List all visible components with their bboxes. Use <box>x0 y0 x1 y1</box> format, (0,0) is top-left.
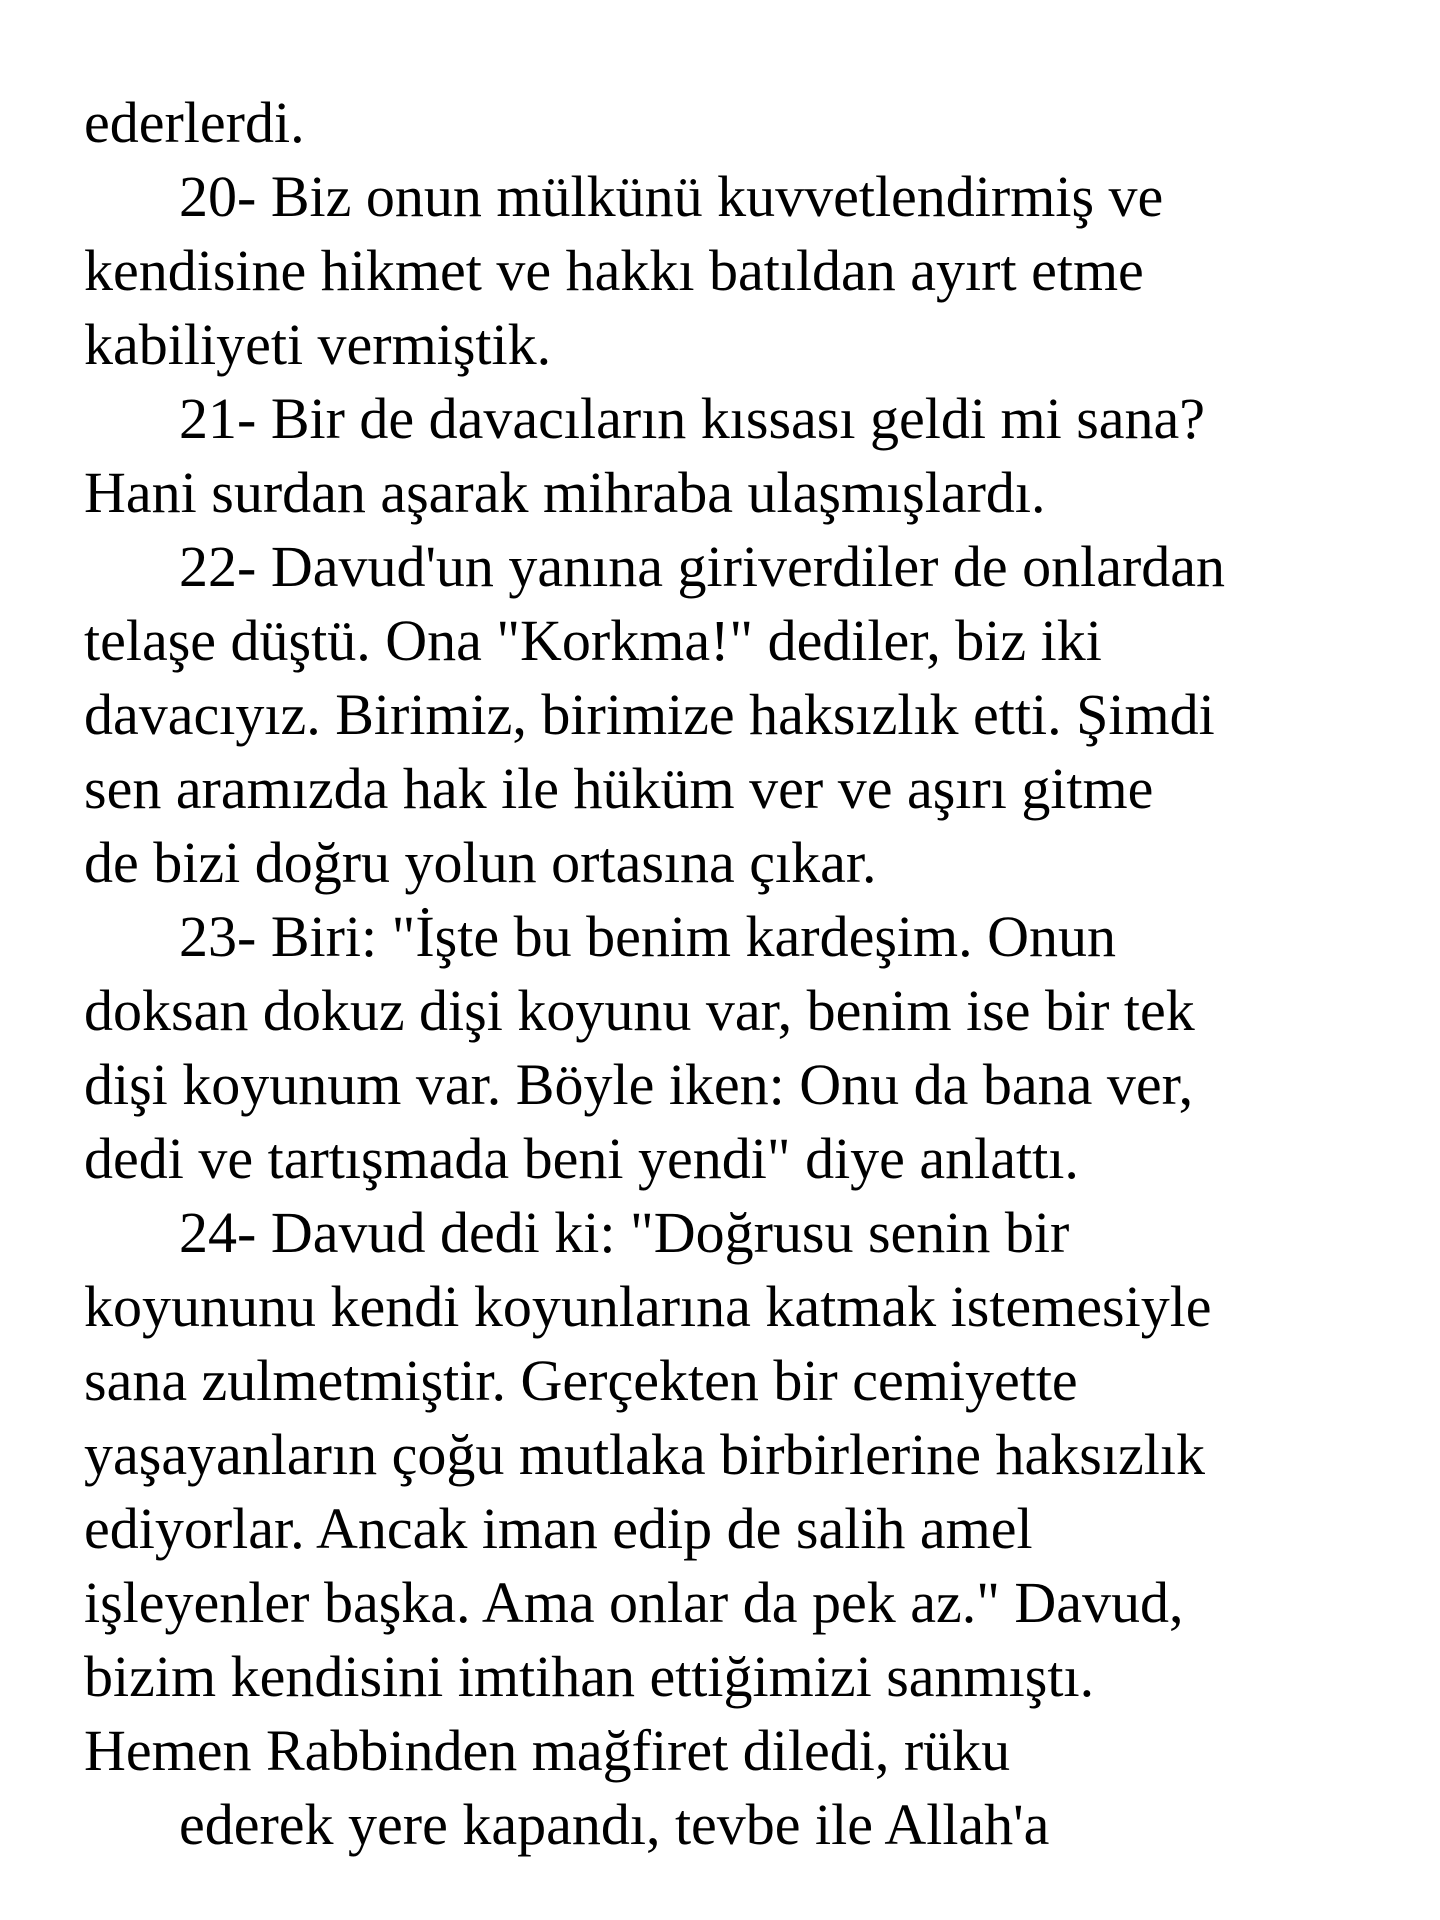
text-line: bizim kendisini imtihan ettiğimizi sanmıştı. <box>84 1644 1095 1709</box>
verse-20-start: 20- Biz onun mülkünü kuvvetlendirmiş ve <box>179 164 1164 229</box>
text-line: dedi ve tartışmada beni yendi" diye anlattı. <box>84 1126 1079 1191</box>
text-line: yaşayanların çoğu mutlaka birbirlerine haksızlık <box>84 1422 1205 1487</box>
document-page <box>84 86 1384 1862</box>
text-line: de bizi doğru yolun ortasına çıkar. <box>84 830 877 895</box>
text-line: dişi koyunum var. Böyle iken: Onu da bana ver, <box>84 1052 1194 1117</box>
text-line: ederlerdi. <box>84 90 305 155</box>
text-line: davacıyız. Birimiz, birimize haksızlık etti. Şimdi <box>84 682 1215 747</box>
verse-24-start: 24- Davud dedi ki: "Doğrusu senin bir <box>179 1200 1070 1265</box>
text-line: kabiliyeti vermiştik. <box>84 312 552 377</box>
verse-23-start: 23- Biri: "İşte bu benim kardeşim. Onun <box>179 904 1117 969</box>
text-line: doksan dokuz dişi koyunu var, benim ise bir tek <box>84 978 1195 1043</box>
text-line: kendisine hikmet ve hakkı batıldan ayırt etme <box>84 238 1144 303</box>
text-line: ederek yere kapandı, tevbe ile Allah'a <box>179 1792 1050 1857</box>
text-line: ediyorlar. Ancak iman edip de salih amel <box>84 1496 1033 1561</box>
text-line: Hani surdan aşarak mihraba ulaşmışlardı. <box>84 460 1046 525</box>
text-line: koyununu kendi koyunlarına katmak istemesiyle <box>84 1274 1212 1339</box>
verse-22-start: 22- Davud'un yanına giriverdiler de onlardan <box>179 534 1226 599</box>
verse-21-start: 21- Bir de davacıların kıssası geldi mi sana? <box>179 386 1205 451</box>
text-line: işleyenler başka. Ama onlar da pek az." Davud, <box>84 1570 1184 1635</box>
text-line: sen aramızda hak ile hüküm ver ve aşırı gitme <box>84 756 1154 821</box>
text-line: Hemen Rabbinden mağfiret diledi, rüku <box>84 1718 1011 1783</box>
text-line: telaşe düştü. Ona "Korkma!" dediler, biz iki <box>84 608 1102 673</box>
text-line: sana zulmetmiştir. Gerçekten bir cemiyette <box>84 1348 1078 1413</box>
